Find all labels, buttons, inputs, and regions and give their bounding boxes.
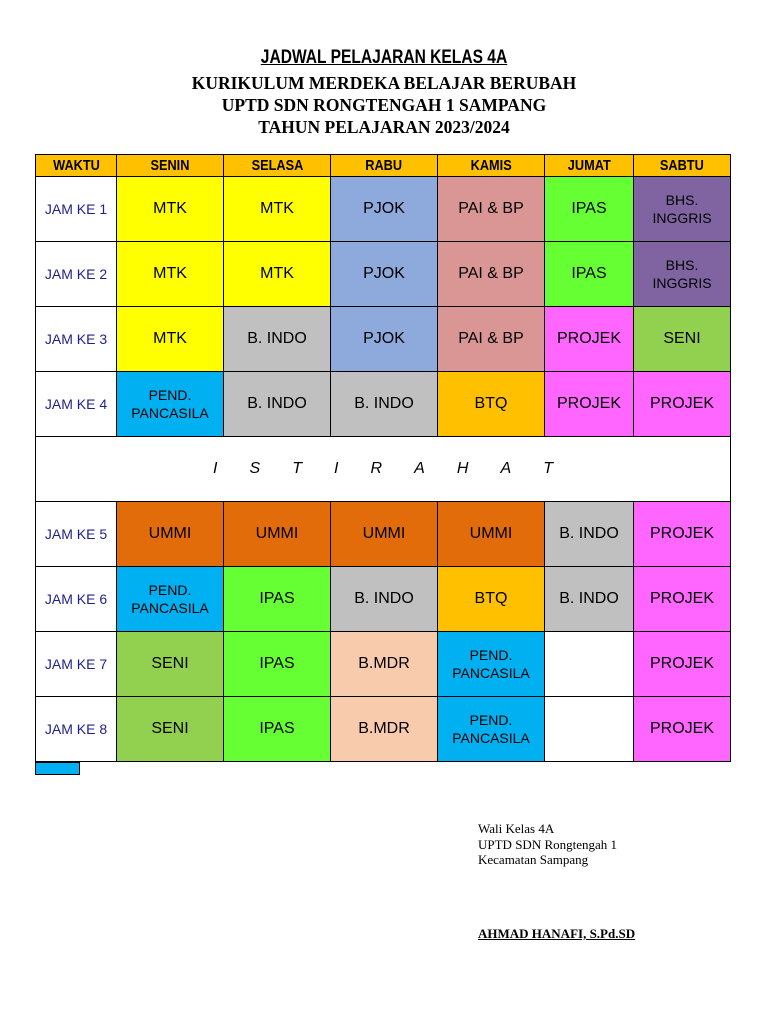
break-letter: T [292, 460, 302, 477]
subject-cell: MTK [117, 177, 224, 242]
period-label: JAM KE 8 [36, 697, 117, 762]
break-row [36, 437, 731, 502]
sheet-tab-marker [35, 762, 80, 775]
column-header-jumat: JUMAT [545, 155, 634, 177]
subject-cell: PJOK [331, 307, 438, 372]
period-label: JAM KE 7 [36, 632, 117, 697]
subject-cell: B. INDO [331, 567, 438, 632]
subject-cell: IPAS [224, 567, 331, 632]
schedule-table [35, 154, 731, 762]
subject-cell: IPAS [545, 242, 634, 307]
subject-cell: B. INDO [331, 372, 438, 437]
subject-cell: IPAS [224, 697, 331, 762]
subject-cell: B. INDO [224, 307, 331, 372]
subject-cell: UMMI [331, 502, 438, 567]
break-label [36, 437, 731, 502]
subject-cell: PAI & BP [438, 242, 545, 307]
break-letter: S [249, 460, 261, 477]
subject-cell: BTQ [438, 567, 545, 632]
period-label: JAM KE 1 [36, 177, 117, 242]
column-header-kamis: KAMIS [438, 155, 545, 177]
subject-cell: B. INDO [545, 567, 634, 632]
subject-cell: PROJEK [634, 502, 731, 567]
subject-cell: IPAS [224, 632, 331, 697]
break-letter: T [543, 460, 553, 477]
subject-cell [545, 632, 634, 697]
subject-cell: PROJEK [634, 567, 731, 632]
schedule-row [36, 307, 731, 372]
subtitle-school: UPTD SDN RONGTENGAH 1 SAMPANG [221, 95, 547, 115]
subject-cell: MTK [117, 242, 224, 307]
subtitle-year: TAHUN PELAJARAN 2023/2024 [258, 117, 510, 137]
subject-cell: UMMI [224, 502, 331, 567]
signature-school: UPTD SDN Rongtengah 1 [478, 837, 618, 852]
subject-cell: PROJEK [545, 372, 634, 437]
column-header-senin: SENIN [117, 155, 224, 177]
signature-role: Wali Kelas 4A [478, 821, 555, 836]
subtitle-curriculum: KURIKULUM MERDEKA BELAJAR BERUBAH [191, 73, 577, 93]
page-title: JADWAL PELAJARAN KELAS 4A [260, 47, 508, 68]
break-letter: I [213, 460, 218, 477]
period-label: JAM KE 2 [36, 242, 117, 307]
signature-district: Kecamatan Sampang [478, 852, 589, 867]
break-letter: I [334, 460, 339, 477]
subject-cell: PJOK [331, 242, 438, 307]
period-label: JAM KE 6 [36, 567, 117, 632]
subject-cell: B.MDR [331, 697, 438, 762]
subject-cell: B. INDO [224, 372, 331, 437]
subject-cell: PEND. PANCASILA [438, 632, 545, 697]
subject-cell: PJOK [331, 177, 438, 242]
header-row [36, 155, 731, 177]
break-letter: R [370, 460, 383, 477]
subject-cell: BTQ [438, 372, 545, 437]
period-label: JAM KE 4 [36, 372, 117, 437]
schedule-row [36, 567, 731, 632]
subject-cell: PEND. PANCASILA [117, 567, 224, 632]
period-label: JAM KE 3 [36, 307, 117, 372]
subject-cell: UMMI [117, 502, 224, 567]
subject-cell: MTK [224, 242, 331, 307]
subject-cell: BHS. INGGRIS [634, 242, 731, 307]
subject-cell: SENI [634, 307, 731, 372]
break-letter: A [414, 460, 425, 477]
schedule-row [36, 177, 731, 242]
break-text [213, 460, 553, 478]
subject-cell: B. INDO [545, 502, 634, 567]
subject-cell: SENI [117, 697, 224, 762]
break-letter: A [500, 460, 512, 477]
period-label: JAM KE 5 [36, 502, 117, 567]
subject-cell: PROJEK [634, 697, 731, 762]
column-header-waktu: WAKTU [36, 155, 117, 177]
subject-cell: PROJEK [634, 372, 731, 437]
subject-cell: PROJEK [634, 632, 731, 697]
column-header-sabtu: SABTU [634, 155, 731, 177]
subject-cell: PROJEK [545, 307, 634, 372]
subject-cell: PAI & BP [438, 307, 545, 372]
subject-cell: B.MDR [331, 632, 438, 697]
schedule-row [36, 242, 731, 307]
column-header-selasa: SELASA [224, 155, 331, 177]
subject-cell [545, 697, 634, 762]
subject-cell: MTK [117, 307, 224, 372]
subject-cell: BHS. INGGRIS [634, 177, 731, 242]
break-letter: H [456, 460, 469, 477]
signature-name: AHMAD HANAFI, S.Pd.SD [478, 926, 636, 941]
schedule-row [36, 632, 731, 697]
subject-cell: PEND. PANCASILA [117, 372, 224, 437]
subject-cell: MTK [224, 177, 331, 242]
subject-cell: PEND. PANCASILA [438, 697, 545, 762]
schedule-row [36, 502, 731, 567]
schedule-row [36, 372, 731, 437]
subject-cell: SENI [117, 632, 224, 697]
column-header-rabu: RABU [331, 155, 438, 177]
subject-cell: IPAS [545, 177, 634, 242]
schedule-row [36, 697, 731, 762]
subject-cell: PAI & BP [438, 177, 545, 242]
subject-cell: UMMI [438, 502, 545, 567]
